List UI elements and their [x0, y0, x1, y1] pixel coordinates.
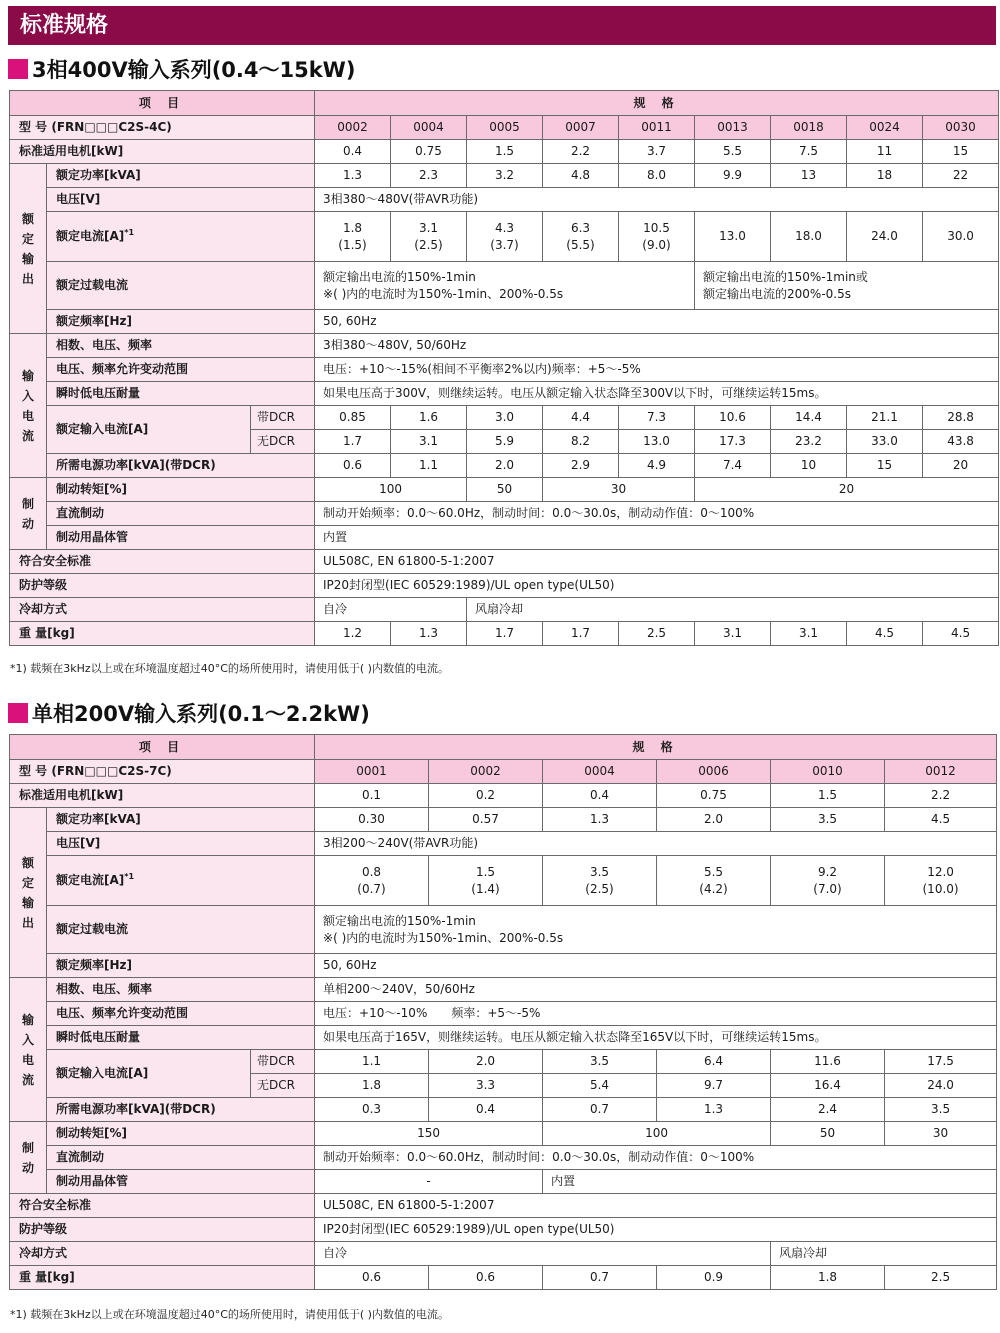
safety-row	[10, 1194, 997, 1218]
model-cell: 0005	[467, 116, 543, 140]
momentary-label: 瞬时低电压耐量	[47, 382, 315, 406]
input-current-label: 额定输入电流[A]	[47, 406, 251, 454]
capacity-row	[10, 808, 997, 832]
current-row	[10, 212, 999, 262]
table-cell: 3.1	[391, 430, 467, 454]
table-cell: 3.5	[543, 1050, 657, 1074]
safety-value: UL508C, EN 61800-5-1:2007	[315, 1194, 997, 1218]
table-cell: 0.57	[429, 808, 543, 832]
table-cell: 10	[771, 454, 847, 478]
table-cell: 15	[847, 454, 923, 478]
table-cell: 1.7	[315, 430, 391, 454]
table-cell: 1.1	[315, 1050, 429, 1074]
phases-value: 单相200～240V，50/60Hz	[315, 978, 997, 1002]
cooling-row	[10, 1242, 997, 1266]
current-cell: 3.5 (2.5)	[543, 856, 657, 906]
table-cell: 20	[695, 478, 999, 502]
momentary-value: 如果电压高于300V，则继续运转。电压从额定输入状态降至300V以下时，可继续运转15ms。	[315, 382, 999, 406]
table-cell: 0.4	[315, 140, 391, 164]
variation-value: 电压：+10～-10% 频率：+5～-5%	[315, 1002, 997, 1026]
transistor-row	[10, 1170, 997, 1194]
table-cell: 1.8	[315, 1074, 429, 1098]
group-braking	[10, 478, 47, 550]
current-cell: 5.5 (4.2)	[657, 856, 771, 906]
spec-table-400v	[9, 90, 999, 646]
footnote-mark: *1	[124, 872, 135, 881]
voltage-row	[10, 188, 999, 212]
footnote-mark: *1	[124, 228, 135, 237]
table-cell: 4.9	[619, 454, 695, 478]
table-cell: 11.6	[771, 1050, 885, 1074]
table-cell: 43.8	[923, 430, 999, 454]
table-cell: 1.7	[467, 622, 543, 646]
safety-value: UL508C, EN 61800-5-1:2007	[315, 550, 999, 574]
table-cell: 3.1	[695, 622, 771, 646]
table-cell: 4.4	[543, 406, 619, 430]
model-cell: 0018	[771, 116, 847, 140]
pink-square-marker	[8, 703, 28, 723]
current-cell: 6.3 (5.5)	[543, 212, 619, 262]
model-cell: 0001	[315, 760, 429, 784]
current-cell: 18.0	[771, 212, 847, 262]
cooling-natural: 自冷	[315, 598, 467, 622]
table-cell: 13	[771, 164, 847, 188]
header-item: 项 目	[10, 91, 315, 116]
model-cell: 0010	[771, 760, 885, 784]
protection-value: IP20封闭型(IEC 60529:1989)/UL open type(UL50)	[315, 574, 999, 598]
group-label: 制 动	[21, 496, 34, 531]
table-cell: 4.5	[923, 622, 999, 646]
dc-brake-label: 直流制动	[47, 1146, 315, 1170]
group-label: 输 入 电 流	[21, 1012, 34, 1087]
table-cell: 50	[771, 1122, 885, 1146]
table-cell: 9.7	[657, 1074, 771, 1098]
table-cell: 2.9	[543, 454, 619, 478]
group-braking	[10, 1122, 47, 1194]
variation-label: 电压、频率允许变动范围	[47, 1002, 315, 1026]
current-cell: 30.0	[923, 212, 999, 262]
cooling-fan: 风扇冷却	[467, 598, 999, 622]
table-cell: 17.3	[695, 430, 771, 454]
model-cell: 0007	[543, 116, 619, 140]
phases-row	[10, 334, 999, 358]
table-cell: 0.7	[543, 1098, 657, 1122]
table-cell: 2.0	[467, 454, 543, 478]
protection-row	[10, 1218, 997, 1242]
model-cell: 0006	[657, 760, 771, 784]
table-cell: 150	[315, 1122, 543, 1146]
group-label: 制 动	[21, 1140, 34, 1175]
dc-brake-label: 直流制动	[47, 502, 315, 526]
group-label: 额 定 输 出	[21, 855, 34, 930]
section-title-400v: 3相400V输入系列(0.4～15kW)	[8, 55, 355, 85]
voltage-label: 电压[V]	[47, 188, 315, 212]
torque-row	[10, 1122, 997, 1146]
table-cell: 2.5	[619, 622, 695, 646]
table-cell: 0.2	[429, 784, 543, 808]
frequency-row	[10, 954, 997, 978]
momentary-label: 瞬时低电压耐量	[47, 1026, 315, 1050]
table-cell: 2.0	[657, 808, 771, 832]
table-cell: 7.4	[695, 454, 771, 478]
table-cell: 1.5	[467, 140, 543, 164]
table-cell: 30	[543, 478, 695, 502]
table-cell: 30	[885, 1122, 997, 1146]
dc-brake-row	[10, 1146, 997, 1170]
current-cell: 0.8 (0.7)	[315, 856, 429, 906]
table-cell: 10.6	[695, 406, 771, 430]
current-cell: 1.5 (1.4)	[429, 856, 543, 906]
power-label: 所需电源功率[kVA](带DCR)	[47, 454, 315, 478]
momentary-row	[10, 382, 999, 406]
table-cell: 3.0	[467, 406, 543, 430]
table-cell: 11	[847, 140, 923, 164]
voltage-value: 3相380～480V(带AVR功能)	[315, 188, 999, 212]
overload-row	[10, 262, 999, 310]
transistor-row	[10, 526, 999, 550]
group-input	[10, 978, 47, 1122]
table-cell: 0.6	[315, 454, 391, 478]
voltage-label: 电压[V]	[47, 832, 315, 856]
model-cell: 0002	[429, 760, 543, 784]
table-cell: 13.0	[619, 430, 695, 454]
table-cell: 1.1	[391, 454, 467, 478]
phases-value: 3相380～480V, 50/60Hz	[315, 334, 999, 358]
overload-label: 额定过载电流	[47, 906, 315, 954]
footnote-400v: *1) 载频在3kHz以上或在环境温度超过40°C的场所使用时，请使用低于( )内数值的电流。	[10, 662, 449, 675]
table-cell: 4.8	[543, 164, 619, 188]
with-dcr-label: 带DCR	[251, 1050, 315, 1074]
table-cell: 0.85	[315, 406, 391, 430]
with-dcr-label: 带DCR	[251, 406, 315, 430]
frequency-label: 额定频率[Hz]	[47, 310, 315, 334]
current-label: 额定电流$[A]^{*1}$	[47, 856, 315, 906]
overload-text-a: 额定输出电流的150%-1min ※( )内的电流时为150%-1min、200%-0.5s	[315, 906, 997, 954]
variation-value: 电压：+10～-15%(相间不平衡率2%以内)频率：+5～-5%	[315, 358, 999, 382]
table-cell: 50	[467, 478, 543, 502]
weight-label: 重 量[kg]	[10, 1266, 315, 1290]
current-cell: 4.3 (3.7)	[467, 212, 543, 262]
momentary-row	[10, 1026, 997, 1050]
variation-label: 电压、频率允许变动范围	[47, 358, 315, 382]
input-current-label: 额定输入电流[A]	[47, 1050, 251, 1098]
table-cell: 15	[923, 140, 999, 164]
section-title-200v: 单相200V输入系列(0.1～2.2kW)	[8, 699, 370, 729]
table-cell: 0.3	[315, 1098, 429, 1122]
overload-text-a: 额定输出电流的150%-1min ※( )内的电流时为150%-1min、200%-0.5s	[315, 262, 695, 310]
table-cell: 0.6	[315, 1266, 429, 1290]
table-cell: 1.3	[315, 164, 391, 188]
safety-label: 符合安全标准	[10, 550, 315, 574]
frequency-label: 额定频率[Hz]	[47, 954, 315, 978]
table-cell: 5.5	[695, 140, 771, 164]
input-current-dcr-row	[10, 1050, 997, 1074]
model-cell: 0004	[391, 116, 467, 140]
current-cell: 9.2 (7.0)	[771, 856, 885, 906]
table-cell: 2.0	[429, 1050, 543, 1074]
table-cell: 5.4	[543, 1074, 657, 1098]
voltage-row	[10, 832, 997, 856]
table-cell: 9.9	[695, 164, 771, 188]
model-cell: 0030	[923, 116, 999, 140]
dc-brake-value: 制动开始频率：0.0～60.0Hz，制动时间：0.0～30.0s，制动动作值：0～100%	[315, 502, 999, 526]
table-cell: 3.2	[467, 164, 543, 188]
table-cell: 17.5	[885, 1050, 997, 1074]
table-cell: 1.2	[315, 622, 391, 646]
current-cell: 24.0	[847, 212, 923, 262]
frequency-value: 50, 60Hz	[315, 310, 999, 334]
header-spec: 规 格	[315, 735, 997, 760]
table-cell: 4.5	[847, 622, 923, 646]
model-cell: 0012	[885, 760, 997, 784]
current-row	[10, 856, 997, 906]
group-input	[10, 334, 47, 478]
table-cell: 7.3	[619, 406, 695, 430]
model-row	[10, 116, 999, 140]
table-cell: 3.1	[771, 622, 847, 646]
table-cell: 20	[923, 454, 999, 478]
table-cell: 33.0	[847, 430, 923, 454]
transistor-none: -	[315, 1170, 543, 1194]
weight-row	[10, 1266, 997, 1290]
table-cell: 0.7	[543, 1266, 657, 1290]
table-cell: 0.4	[429, 1098, 543, 1122]
motor-row	[10, 784, 997, 808]
table-cell: 100	[543, 1122, 771, 1146]
table-cell: 6.4	[657, 1050, 771, 1074]
protection-value: IP20封闭型(IEC 60529:1989)/UL open type(UL50)	[315, 1218, 997, 1242]
without-dcr-label: 无DCR	[251, 1074, 315, 1098]
table-cell: 23.2	[771, 430, 847, 454]
table-cell: 7.5	[771, 140, 847, 164]
protection-row	[10, 574, 999, 598]
overload-label: 额定过载电流	[47, 262, 315, 310]
dc-brake-value: 制动开始频率：0.0～60.0Hz，制动时间：0.0～30.0s，制动动作值：0～100%	[315, 1146, 997, 1170]
capacity-label: 额定功率[kVA]	[47, 164, 315, 188]
model-cell: 0011	[619, 116, 695, 140]
header-item: 项 目	[10, 735, 315, 760]
table-cell: 2.2	[543, 140, 619, 164]
table-header-row	[10, 735, 997, 760]
phases-label: 相数、电压、频率	[47, 334, 315, 358]
header-spec: 规 格	[315, 91, 999, 116]
table-cell: 28.8	[923, 406, 999, 430]
transistor-value: 内置	[315, 526, 999, 550]
model-cell: 0002	[315, 116, 391, 140]
table-cell: 2.5	[885, 1266, 997, 1290]
current-cell: 1.8 (1.5)	[315, 212, 391, 262]
input-current-dcr-row	[10, 406, 999, 430]
model-cell: 0013	[695, 116, 771, 140]
variation-row	[10, 358, 999, 382]
current-label: 额定电流$[A]^{*1}$	[47, 212, 315, 262]
footnote-200v: *1) 载频在3kHz以上或在环境温度超过40°C的场所使用时，请使用低于( )内数值的电流。	[10, 1308, 449, 1321]
table-cell: 0.4	[543, 784, 657, 808]
cooling-label: 冷却方式	[10, 1242, 315, 1266]
model-label: 型 号 (FRN□□□C2S-7C)	[10, 760, 315, 784]
table-cell: 0.9	[657, 1266, 771, 1290]
transistor-label: 制动用晶体管	[47, 526, 315, 550]
table-cell: 5.9	[467, 430, 543, 454]
motor-row	[10, 140, 999, 164]
transistor-builtin: 内置	[543, 1170, 997, 1194]
power-label: 所需电源功率[kVA](带DCR)	[47, 1098, 315, 1122]
motor-label: 标准适用电机[kW]	[10, 140, 315, 164]
table-cell: 0.6	[429, 1266, 543, 1290]
table-cell: 3.5	[771, 808, 885, 832]
protection-label: 防护等级	[10, 1218, 315, 1242]
table-cell: 1.3	[543, 808, 657, 832]
momentary-value: 如果电压高于165V，则继续运转。电压从额定输入状态降至165V以下时，可继续运转15ms。	[315, 1026, 997, 1050]
motor-label: 标准适用电机[kW]	[10, 784, 315, 808]
group-output	[10, 164, 47, 334]
table-cell: 0.30	[315, 808, 429, 832]
weight-label: 重 量[kg]	[10, 622, 315, 646]
table-cell: 1.5	[771, 784, 885, 808]
table-cell: 2.3	[391, 164, 467, 188]
model-cell: 0004	[543, 760, 657, 784]
table-cell: 3.3	[429, 1074, 543, 1098]
table-cell: 0.1	[315, 784, 429, 808]
group-output	[10, 808, 47, 978]
safety-row	[10, 550, 999, 574]
table-cell: 0.75	[657, 784, 771, 808]
phases-label: 相数、电压、频率	[47, 978, 315, 1002]
table-cell: 22	[923, 164, 999, 188]
table-cell: 24.0	[885, 1074, 997, 1098]
weight-row	[10, 622, 999, 646]
table-cell: 1.7	[543, 622, 619, 646]
spec-table-200v	[9, 734, 997, 1290]
model-cell: 0024	[847, 116, 923, 140]
protection-label: 防护等级	[10, 574, 315, 598]
current-cell: 12.0 (10.0)	[885, 856, 997, 906]
cooling-row	[10, 598, 999, 622]
power-row	[10, 1098, 997, 1122]
table-cell: 14.4	[771, 406, 847, 430]
cooling-label: 冷却方式	[10, 598, 315, 622]
table-cell: 8.2	[543, 430, 619, 454]
dc-brake-row	[10, 502, 999, 526]
frequency-value: 50, 60Hz	[315, 954, 997, 978]
table-cell: 16.4	[771, 1074, 885, 1098]
group-label: 额 定 输 出	[21, 211, 34, 286]
table-cell: 100	[315, 478, 467, 502]
variation-row	[10, 1002, 997, 1026]
torque-label: 制动转矩[%]	[47, 478, 315, 502]
phases-row	[10, 978, 997, 1002]
table-cell: 1.3	[657, 1098, 771, 1122]
overload-text-b: 额定输出电流的150%-1min或 额定输出电流的200%-0.5s	[695, 262, 999, 310]
capacity-label: 额定功率[kVA]	[47, 808, 315, 832]
model-row	[10, 760, 997, 784]
table-cell: 18	[847, 164, 923, 188]
torque-label: 制动转矩[%]	[47, 1122, 315, 1146]
table-cell: 1.6	[391, 406, 467, 430]
voltage-value: 3相200～240V(带AVR功能)	[315, 832, 997, 856]
cooling-natural: 自冷	[315, 1242, 771, 1266]
current-cell: 3.1 (2.5)	[391, 212, 467, 262]
table-cell: 1.8	[771, 1266, 885, 1290]
table-cell: 1.3	[391, 622, 467, 646]
safety-label: 符合安全标准	[10, 1194, 315, 1218]
page-banner: 标准规格	[8, 6, 996, 45]
frequency-row	[10, 310, 999, 334]
transistor-label: 制动用晶体管	[47, 1170, 315, 1194]
torque-row	[10, 478, 999, 502]
table-header-row	[10, 91, 999, 116]
table-cell: 2.2	[885, 784, 997, 808]
pink-square-marker	[8, 59, 28, 79]
without-dcr-label: 无DCR	[251, 430, 315, 454]
overload-row	[10, 906, 997, 954]
capacity-row	[10, 164, 999, 188]
current-cell: 13.0	[695, 212, 771, 262]
table-cell: 3.7	[619, 140, 695, 164]
model-label: 型 号 (FRN□□□C2S-4C)	[10, 116, 315, 140]
table-cell: 3.5	[885, 1098, 997, 1122]
power-row	[10, 454, 999, 478]
cooling-fan: 风扇冷却	[771, 1242, 997, 1266]
table-cell: 21.1	[847, 406, 923, 430]
current-cell: 10.5 (9.0)	[619, 212, 695, 262]
table-cell: 0.75	[391, 140, 467, 164]
table-cell: 2.4	[771, 1098, 885, 1122]
table-cell: 8.0	[619, 164, 695, 188]
table-cell: 4.5	[885, 808, 997, 832]
group-label: 输 入 电 流	[21, 368, 34, 443]
